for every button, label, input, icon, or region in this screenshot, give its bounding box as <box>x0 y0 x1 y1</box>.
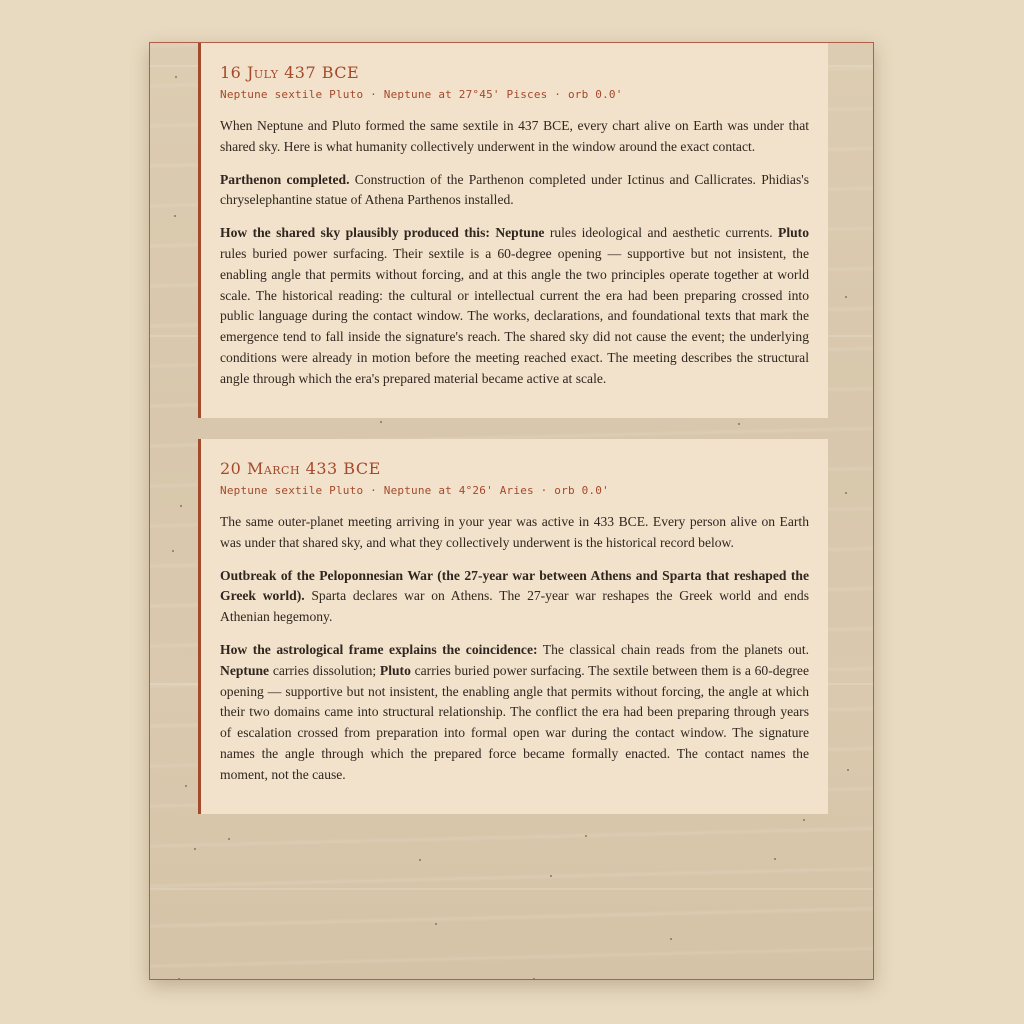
paper-speck <box>194 848 196 850</box>
explain-heading: How the shared sky plausibly produced this: <box>220 225 490 241</box>
paper-speck <box>435 923 437 925</box>
event-text: Construction of the Parthenon completed under Ictinus and Callicrates. Phidias's chryselephantine statue of Athena Parthenos installed. <box>220 171 809 208</box>
entry-aspect: Neptune sextile Pluto · Neptune at 4°26' Aries · orb 0.0' <box>220 484 609 497</box>
paper-speck <box>774 858 776 860</box>
paper-streak <box>150 888 873 890</box>
paper-speck <box>550 875 552 877</box>
entry-explanation <box>220 223 809 389</box>
entry-intro: When Neptune and Pluto formed the same sextile in 437 BCE, every chart alive on Earth was under that shared sky. Here is what humanity collectively underwent in the window around the exact contact. <box>220 118 809 154</box>
paper-speck <box>172 550 174 552</box>
paper-speck <box>419 859 421 861</box>
paper-speck <box>175 76 177 78</box>
entry-explanation <box>220 640 809 786</box>
entry-date: 16 July 437 BCE <box>220 63 360 82</box>
explain-heading: How the astrological frame explains the coincidence: <box>220 641 538 657</box>
paper-speck <box>228 838 230 840</box>
entry-card <box>198 43 828 418</box>
paper-speck <box>847 769 849 771</box>
entry-event <box>220 170 809 212</box>
planet-a-text: rules ideological and aesthetic currents. <box>544 225 779 241</box>
paper-speck <box>845 296 847 298</box>
event-text: Sparta declares war on Athens. The 27-year war reshapes the Greek world and ends Athenian hegemony. <box>220 588 809 625</box>
entry-card <box>198 439 828 814</box>
planet-a-text: carries dissolution; <box>269 662 380 678</box>
paper-speck <box>180 505 182 507</box>
paper-sheet <box>149 42 874 980</box>
planet-a: Neptune <box>495 225 545 241</box>
paper-speck <box>178 978 180 980</box>
entry-event <box>220 566 809 628</box>
paper-speck <box>845 492 847 494</box>
planet-a: Neptune <box>220 662 270 678</box>
explain-lead: The classical chain reads from the planets out. <box>537 641 809 657</box>
paper-speck <box>174 215 176 217</box>
paper-speck <box>738 423 740 425</box>
paper-speck <box>670 938 672 940</box>
event-title: Parthenon completed. <box>220 171 350 187</box>
paper-speck <box>803 819 805 821</box>
planet-b-text: carries buried power surfacing. The sextile between them is a 60-degree opening — supportive but not insistent, the enabling angle that permits without forcing, the angle at which their two domains came into structural relationship. The conflict the era had been preparing through years of escalation crossed from preparation into formal open war during the contact window. The signature names the angle through which the prepared force became formally enacted. The contact names the moment, not the cause. <box>220 662 809 782</box>
planet-b-text: rules buried power surfacing. Their sextile is a 60-degree opening — supportive but not insistent, the enabling angle that permits without forcing, and at this angle the two principles operate together at world scale. The historical reading: the cultural or intellectual current the era had been preparing crossed into public language during the contact window. The works, declarations, and foundational texts that mark the emergence tend to fall inside the signature's reach. The shared sky did not cause the event; the underlying conditions were already in motion before the meeting reached exact. The meeting describes the structural angle through which the era's prepared material became active at scale. <box>220 245 809 386</box>
paper-speck <box>585 835 587 837</box>
event-title: Outbreak of the Peloponnesian War (the 27-year war between Athens and Sparta that reshaped the Greek world). <box>220 567 809 604</box>
entry-aspect: Neptune sextile Pluto · Neptune at 27°45' Pisces · orb 0.0' <box>220 88 623 101</box>
paper-speck <box>533 978 535 980</box>
planet-b: Pluto <box>379 662 411 678</box>
entry-date: 20 March 433 BCE <box>220 459 381 478</box>
paper-speck <box>380 421 382 423</box>
entry-intro: The same outer-planet meeting arriving in your year was active in 433 BCE. Every person alive on Earth was under that shared sky, and what they collectively underwent is the historical record below. <box>220 514 809 550</box>
paper-speck <box>185 785 187 787</box>
planet-b: Pluto <box>778 225 810 241</box>
